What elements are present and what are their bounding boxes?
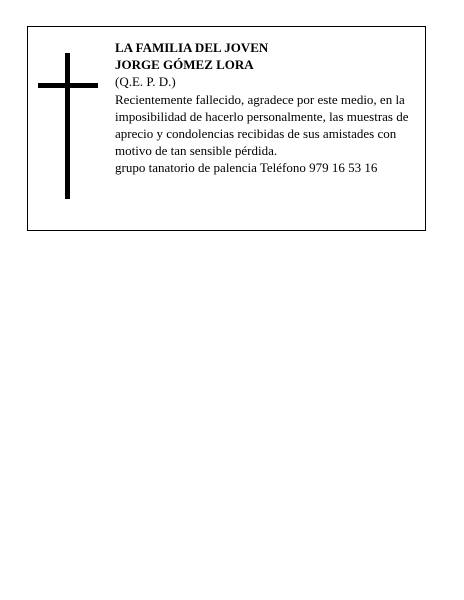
cross-vertical-bar: [65, 53, 70, 199]
cross-horizontal-bar: [38, 83, 98, 88]
notice-heading-name: JORGE GÓMEZ LORA: [115, 57, 254, 73]
notice-text-block: [115, 39, 421, 177]
notice-rip: (Q.E. P. D.): [115, 74, 176, 90]
notice-body-text: Recientemente fallecido, agradece por este medio, en la imposibilidad de hacerlo personalmente, las muestras de aprecio y condolencias recibidas de sus amistades con motivo de tan sensible pérdida.: [115, 91, 409, 159]
cross-icon: [38, 53, 98, 199]
obituary-notice: [27, 26, 426, 231]
notice-heading-family: LA FAMILIA DEL JOVEN: [115, 40, 269, 55]
notice-contact: grupo tanatorio de palencia Teléfono 979 16 53 16: [115, 160, 378, 176]
